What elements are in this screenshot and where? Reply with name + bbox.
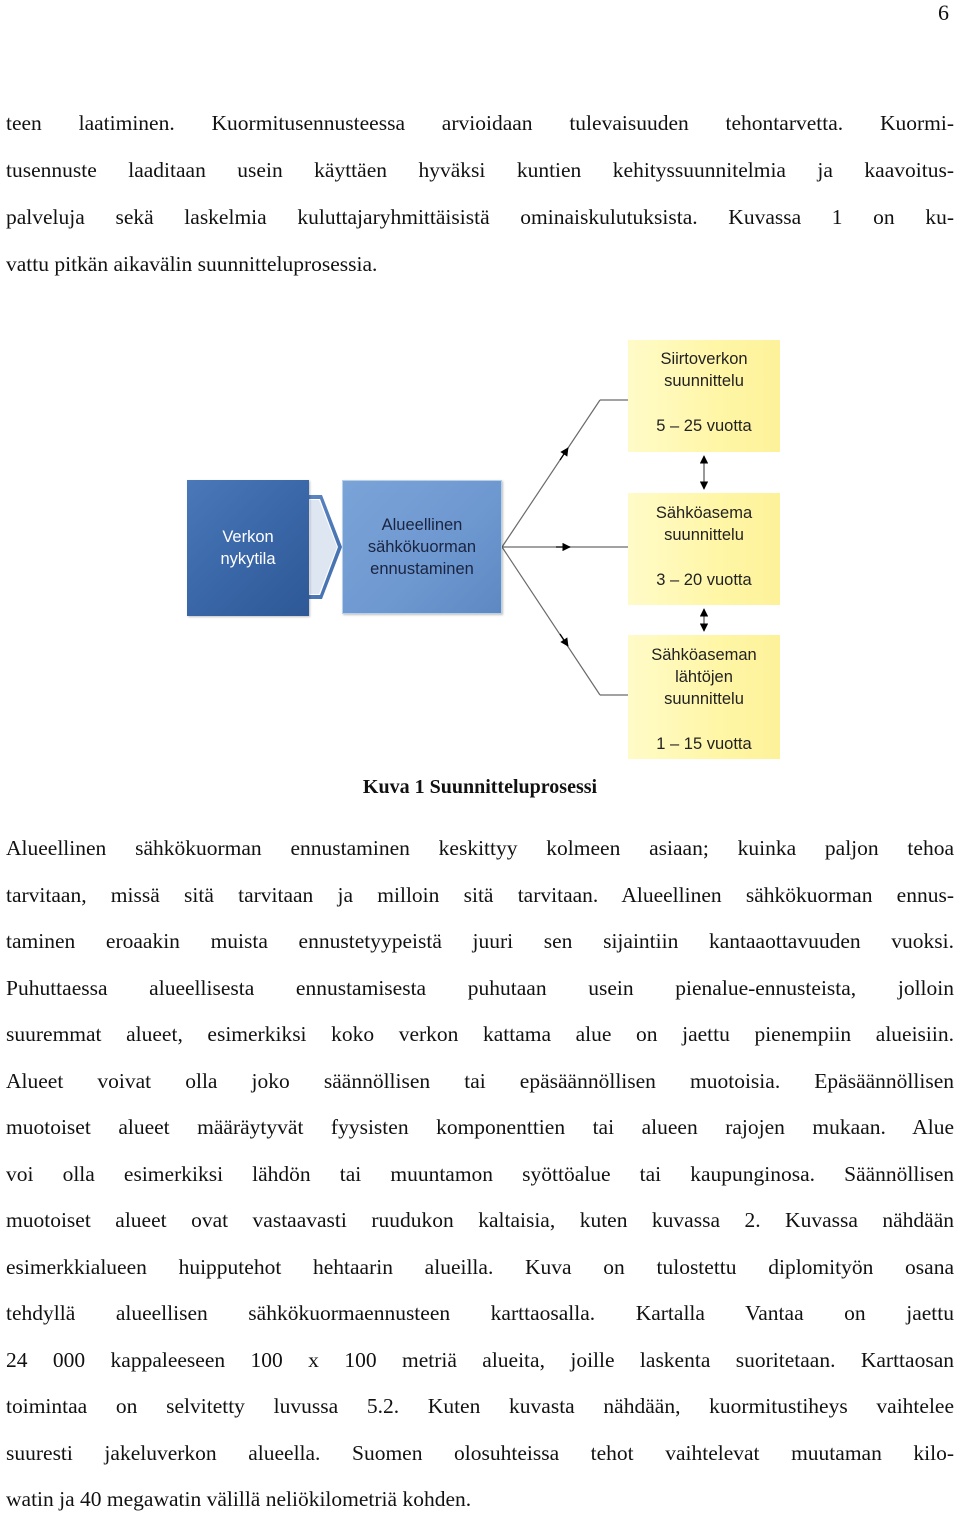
transmission-years: 5 – 25 vuotta (656, 417, 752, 435)
body-line: Alueellinen sähkökuorman ennustaminen keskittyy kolmeen asiaan; kuinka paljon tehoa (6, 836, 954, 860)
feeder-years: 1 – 15 vuotta (656, 735, 752, 753)
feeder-planning-box (628, 635, 780, 759)
current-state-line1: Verkon (222, 528, 274, 546)
intro-line: teen laatiminen. Kuormitusennusteessa arvioidaan tulevaisuuden tehontarvetta. Kuormi- (6, 111, 954, 135)
intro-line: palveluja sekä laskelmia kuluttajaryhmittäisistä ominaiskulutuksista. Kuvassa 1 on ku- (6, 205, 954, 229)
body-line: taminen eroaakin muista ennustetyypeistä juuri sen sijaintiin kantaaottavuuden vuoksi. (6, 929, 954, 953)
feeder-line2: lähtöjen (675, 668, 733, 686)
connector-arrow-transmission (560, 448, 568, 460)
body-line: tarvitaan, missä sitä tarvitaan ja milloin sitä tarvitaan. Alueellinen sähkökuorman ennus- (6, 882, 954, 907)
body-line: esimerkkialueen huipputehot hehtaarin alueilla. Kuva on tulostettu diplomityön osana (6, 1254, 954, 1279)
planning-process-figure (0, 330, 960, 760)
intro-line: tusennuste laaditaan usein käyttäen hyväksi kuntien kehityssuunnitelmia ja kaavoitus- (6, 158, 954, 182)
current-state-line2: nykytila (220, 550, 276, 568)
body-line: Puhuttaessa alueellisesta ennustamisesta puhutaan usein pienalue-ennusteista, jolloin (6, 975, 954, 1000)
body-line: muotoiset alueet ovat vastaavasti ruudukon kaltaisia, kuten kuvassa 2. Kuvassa nähdään (6, 1208, 954, 1232)
connector-arrow-feeder (560, 634, 568, 646)
page-number: 6 (938, 0, 949, 25)
network-current-state-box (187, 480, 309, 616)
intro-line: vattu pitkän aikavälin suunnitteluprosessia. (6, 252, 378, 276)
regional-load-forecast-box (342, 480, 502, 614)
transmission-planning-box (628, 340, 780, 452)
substation-line1: Sähköasema (655, 504, 753, 522)
body-paragraph (6, 825, 954, 1523)
body-line: muotoiset alueet määräytyvät fyysisten komponenttien tai alueen rajojen mukaan. Alue (6, 1115, 954, 1139)
body-line: toimintaa on selvitetty luvussa 5.2. Kuten kuvasta nähdään, kuormitustiheys vaihtelee (6, 1394, 954, 1418)
figure-caption (0, 773, 960, 801)
chevron-arrow-fill (310, 500, 337, 594)
body-line: suuremmat alueet, esimerkiksi koko verkon kattama alue on jaettu pienempiin alueisiin. (6, 1022, 954, 1046)
substation-line2: suunnittelu (664, 526, 744, 544)
connector-to-transmission (502, 400, 600, 547)
caption-text: Kuva 1 Suunnitteluprosessi (362, 776, 598, 798)
body-line: voi olla esimerkiksi lähdön tai muuntamon syöttöalue tai kaupunginosa. Säännöllisen (6, 1161, 954, 1186)
substation-years: 3 – 20 vuotta (656, 571, 752, 589)
forecast-line3: ennustaminen (370, 560, 474, 578)
feeder-line3: suunnittelu (664, 690, 744, 708)
body-line: watin ja 40 megawatin välillä neliökilometriä kohden. (6, 1487, 472, 1511)
substation-planning-box (628, 493, 780, 605)
body-line: tehdyllä alueellisen sähkökuormaennusteen karttaosalla. Kartalla Vantaa on jaettu (6, 1301, 954, 1325)
body-line: 24 000 kappaleeseen 100 x 100 metriä alueita, joille laskenta suoritetaan. Karttaosan (6, 1347, 954, 1372)
forecast-line2: sähkökuorman (367, 538, 477, 556)
connector-to-feeder (502, 547, 600, 695)
forecast-line1: Alueellinen (381, 516, 463, 534)
intro-paragraph (6, 100, 954, 288)
transmission-line1: Siirtoverkon (660, 350, 748, 368)
body-line: suuresti jakeluverkon alueella. Suomen olosuhteissa tehot vaihtelevat muutaman kilo- (6, 1440, 954, 1465)
feeder-line1: Sähköaseman (651, 646, 757, 664)
transmission-line2: suunnittelu (664, 372, 744, 390)
body-line: Alueet voivat olla joko säännöllisen tai epäsäännöllisen muotoisia. Epäsäännöllisen (6, 1068, 954, 1093)
